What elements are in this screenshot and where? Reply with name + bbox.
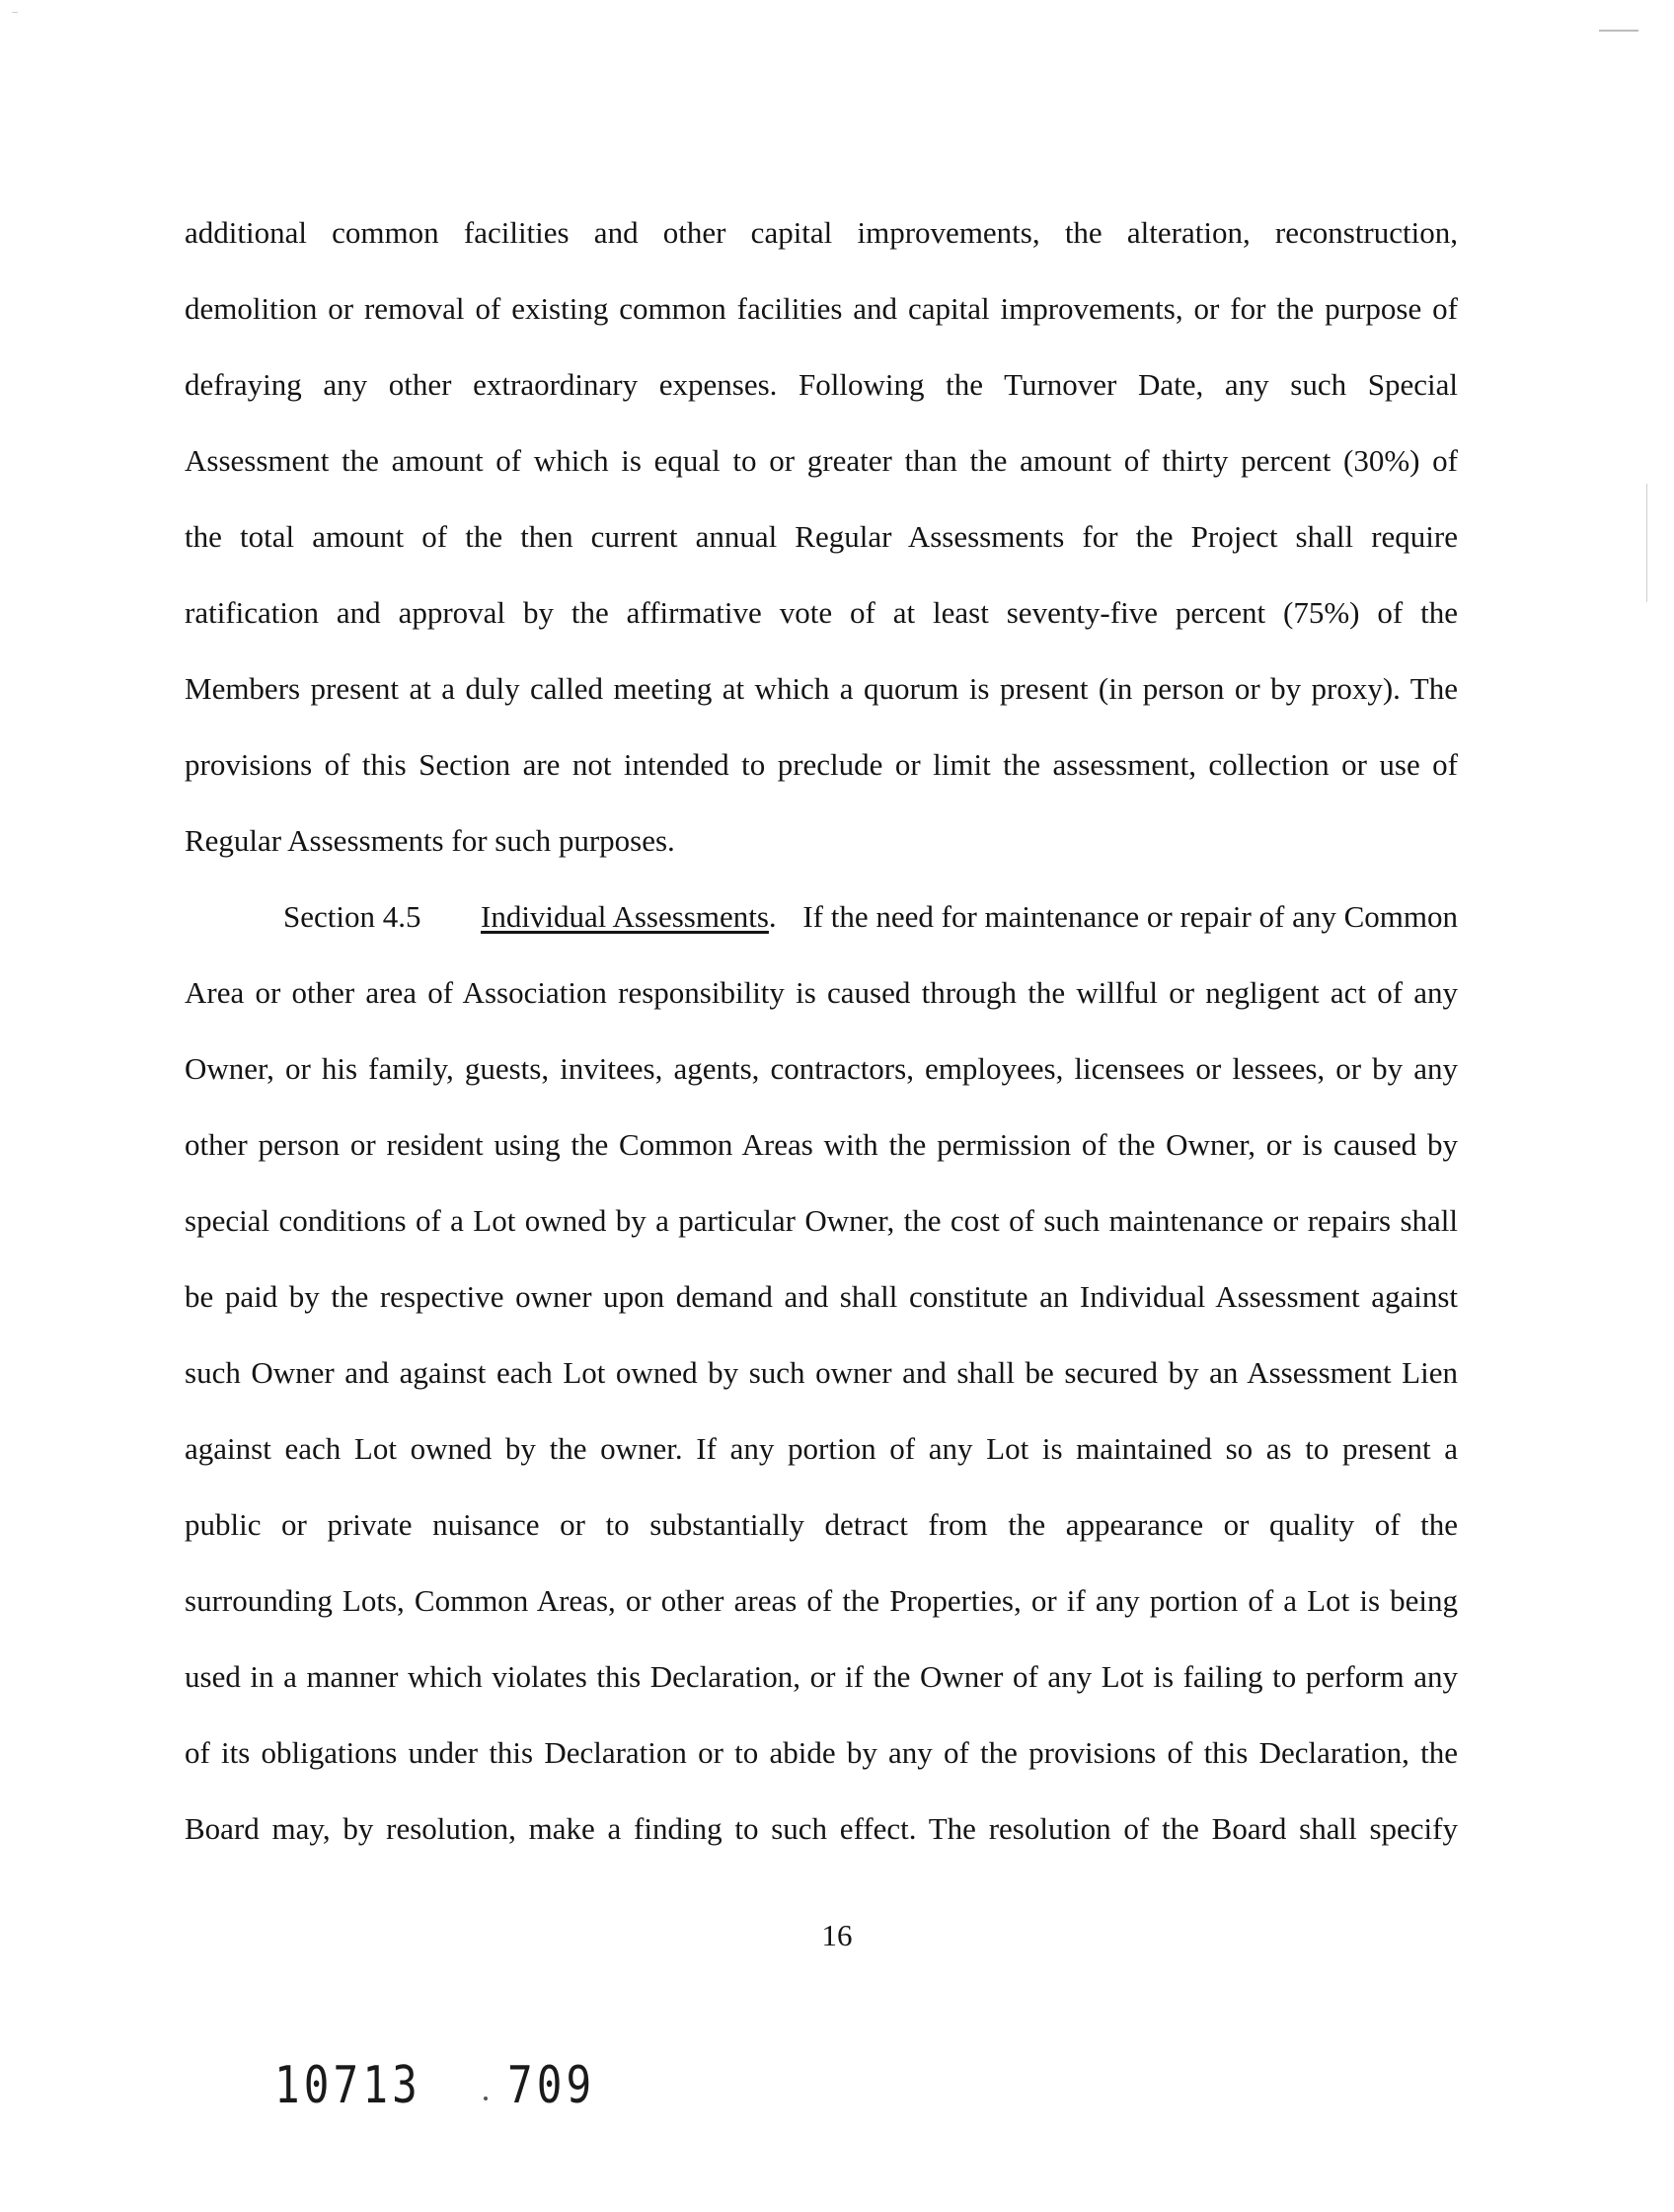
- section-line: of its obligations under this Declaration or to abide by any of the provisions of this Declaration, the: [185, 1735, 1458, 1770]
- section-line: used in a manner which violates this Declaration, or if the Owner of any Lot is failing to perform any: [185, 1659, 1458, 1694]
- paragraph-line: defraying any other extraordinary expenses. Following the Turnover Date, any such Special: [185, 367, 1458, 402]
- scan-artifact-mark: [1599, 30, 1638, 32]
- stamp-separator-dot: [484, 2097, 488, 2100]
- section-first-line-text: If the need for maintenance or repair of any Common: [802, 899, 1458, 934]
- paragraph-line: Members present at a duly called meeting at which a quorum is present (in person or by proxy). The: [185, 671, 1458, 706]
- scan-artifact-mark: [1646, 484, 1647, 602]
- section-line: public or private nuisance or to substantially detract from the appearance or quality of the: [185, 1507, 1458, 1542]
- section-line: Board may, by resolution, make a finding to such effect. The resolution of the Board shall specify: [185, 1811, 1458, 1846]
- paragraph-line: demolition or removal of existing common facilities and capital improvements, or for the purpose of: [185, 291, 1458, 326]
- section-line: other person or resident using the Common Areas with the permission of the Owner, or is caused by: [185, 1127, 1458, 1162]
- paragraph-line: Assessment the amount of which is equal to or greater than the amount of thirty percent (30%) of: [185, 443, 1458, 478]
- section-number: Section 4.5: [283, 899, 421, 934]
- section-line: be paid by the respective owner upon demand and shall constitute an Individual Assessment against: [185, 1279, 1458, 1314]
- paragraph-line: the total amount of the then current annual Regular Assessments for the Project shall require: [185, 519, 1458, 554]
- section-line: Owner, or his family, guests, invitees, agents, contractors, employees, licensees or lessees, or by any: [185, 1051, 1458, 1086]
- page-number: 16: [821, 1918, 853, 1952]
- section-line: against each Lot owned by the owner. If any portion of any Lot is maintained so as to present a: [185, 1431, 1458, 1466]
- recording-book-number: 10713: [274, 2056, 421, 2115]
- scan-artifact-mark: [12, 12, 18, 13]
- section-title: [481, 897, 777, 937]
- section-line: special conditions of a Lot owned by a particular Owner, the cost of such maintenance or repairs shall: [185, 1203, 1458, 1238]
- section-lead: [185, 897, 777, 937]
- section-heading-period: .: [768, 899, 777, 934]
- section-heading-line: [185, 897, 1458, 937]
- section-line: Area or other area of Association responsibility is caused through the willful or negligent act of any: [185, 975, 1458, 1010]
- paragraph-line: provisions of this Section are not intended to preclude or limit the assessment, collection or use of: [185, 747, 1458, 782]
- recording-page-number: 709: [507, 2056, 596, 2115]
- paragraph-line: ratification and approval by the affirmative vote of at least seventy-five percent (75%) of the: [185, 595, 1458, 630]
- section-line: surrounding Lots, Common Areas, or other areas of the Properties, or if any portion of a Lot is being: [185, 1583, 1458, 1618]
- paragraph-line: additional common facilities and other capital improvements, the alteration, reconstruction,: [185, 215, 1458, 250]
- section-heading: Individual Assessments: [481, 899, 769, 934]
- paragraph-line: Regular Assessments for such purposes.: [185, 823, 675, 858]
- section-line: such Owner and against each Lot owned by such owner and shall be secured by an Assessment Lien: [185, 1355, 1458, 1390]
